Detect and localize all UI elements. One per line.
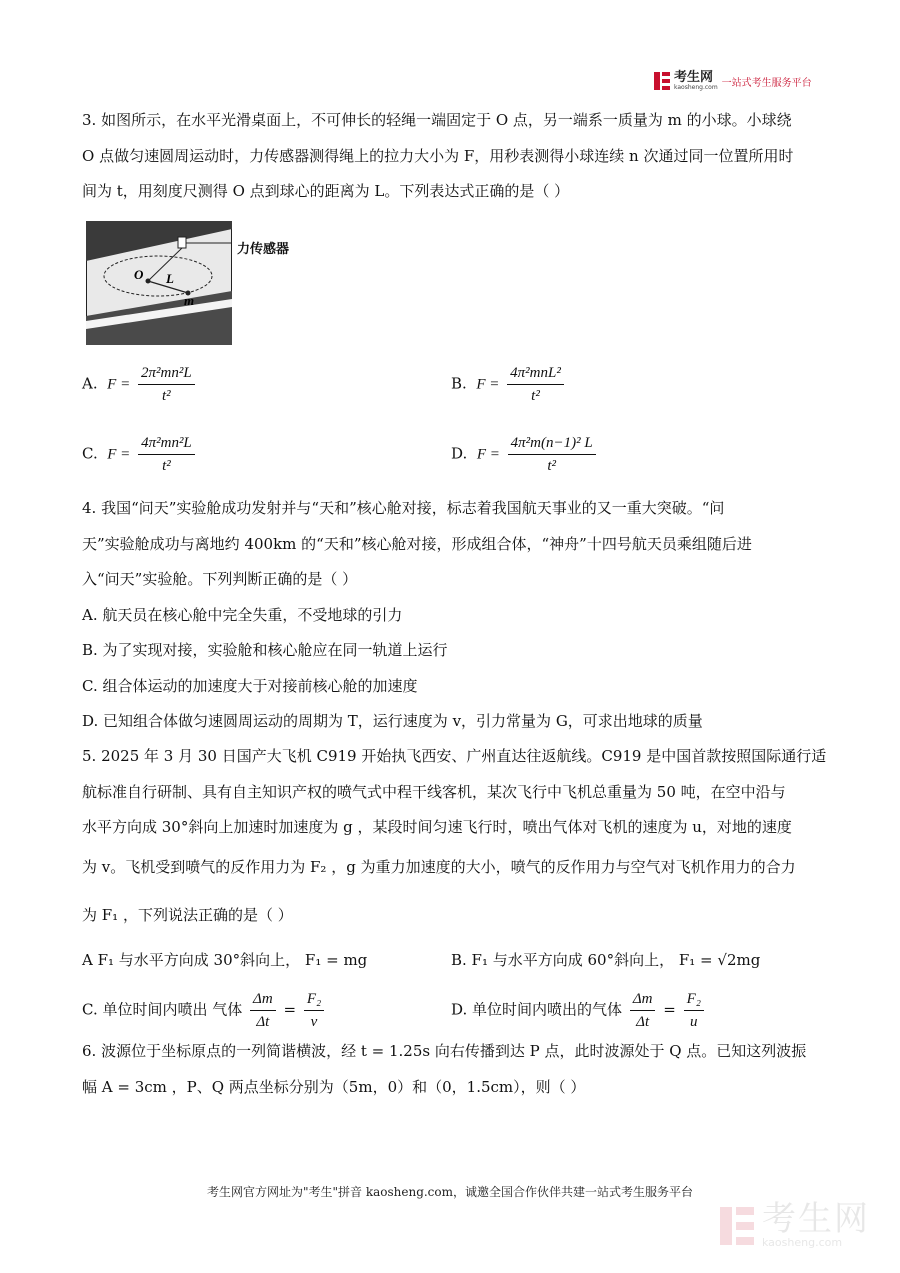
q3-option-d: D. F = $\frac{\text{4π²m(n−1)² L}}{\text{t²}}$	[451, 434, 599, 475]
q3-b-num: 4π²mnL²	[507, 364, 564, 385]
q5-option-c: C. 单位时间内喷出 气体 $\frac{\Delta m}{\Delta t}$ = $\frac{\text{F₂}}{v}$	[82, 990, 327, 1031]
page-footer: 考生网官方网址为"考生"拼音 kaosheng.com，诚邀全国合作伙伴共建一站式考生服务平台	[206, 1185, 694, 1199]
q4-line-3: 入“问天”实验舱。下列判断正确的是（ ）	[82, 570, 358, 588]
q3-sensor-box	[178, 237, 186, 248]
q3-option-c: C. F = $\frac{\text{4π²mn²L}}{\text{t²}}$	[82, 434, 198, 475]
header-logo	[654, 70, 812, 92]
q3-label-m: m	[184, 293, 195, 308]
q4-option-d: D. 已知组合体做匀速圆周运动的周期为 T，运行速度为 v，引力常量为 G，可求出地球的质量	[82, 712, 703, 730]
watermark-brand: 考生网	[762, 1199, 870, 1239]
q3-line-2: O 点做匀速圆周运动时，力传感器测得绳上的拉力大小为 F，用秒表测得小球连续 n 次通过同一位置所用时	[82, 147, 794, 165]
q3-figure	[86, 221, 232, 345]
q3-sensor-label: 力传感器	[237, 242, 290, 257]
q5-option-c-text: C. 单位时间内喷出 气体	[82, 1000, 243, 1019]
q3-c-num: 4π²mn²L	[138, 434, 195, 455]
header-slogan: 一站式考生服务平台	[721, 77, 812, 89]
q6-line-2: 幅 A = 3cm ，P、Q 两点坐标分别为（5m，0）和（0，1.5cm），则（ ）	[82, 1078, 586, 1096]
q5-line-5: 为 F₁ ，下列说法正确的是（ ）	[82, 906, 293, 924]
q5-line-4: 为 v。飞机受到喷气的反作用力为 F₂ ，g 为重力加速度的大小，喷气的反作用力与空气对飞机作用力的合力	[82, 858, 796, 876]
q3-a-num: 2π²mn²L	[138, 364, 195, 385]
q5-line-2: 航标准自行研制、具有自主知识产权的喷气式中程干线客机，某次飞行中飞机总重量为 50 吨，在空中沿与	[82, 783, 786, 801]
q4-option-c: C. 组合体运动的加速度大于对接前核心舱的加速度	[82, 677, 418, 695]
q4-option-b: B. 为了实现对接，实验舱和核心舱应在同一轨道上运行	[82, 641, 448, 659]
q4-line-1: 4. 我国“问天”实验舱成功发射并与“天和”核心舱对接，标志着我国航天事业的又一重大突破。“问	[82, 499, 725, 517]
q3-option-a: A. F = $\frac{\text{2π²mn²L}}{\text{t²}}$	[82, 364, 198, 405]
q5-line-1: 5. 2025 年 3 月 30 日国产大飞机 C919 开始执飞西安、广州直达往返航线。C919 是中国首款按照国际通行适	[82, 747, 827, 765]
watermark	[720, 1199, 870, 1249]
q5-option-b: B. F₁ 与水平方向成 60°斜向上， F₁ = √2mg	[451, 951, 761, 969]
header-domain: kaosheng.com	[674, 84, 718, 91]
q6-line-1: 6. 波源位于坐标原点的一列简谐横波，经 t = 1.25s 向右传播到达 P 点，此时波源处于 Q 点。已知这列波振	[82, 1042, 807, 1060]
q5-option-a: A F₁ 与水平方向成 30°斜向上， F₁ = mg	[82, 951, 368, 969]
q3-c-den: t²	[162, 458, 171, 474]
watermark-domain: kaosheng.com	[762, 1236, 843, 1249]
q4-line-2: 天”实验舱成功与离地约 400km 的“天和”核心舱对接，形成组合体，“神舟”十四号航天员乘组随后进	[82, 535, 752, 553]
q3-a-den: t²	[161, 388, 171, 404]
q3-option-b: B. F = $\frac{\text{4π²mnL²}}{\text{t²}}$	[451, 364, 567, 405]
q3-line-3: 间为 t，用刻度尺测得 O 点到球心的距离为 L。下列表达式正确的是（ ）	[82, 182, 570, 200]
q3-line-1: 3. 如图所示，在水平光滑桌面上，不可伸长的轻绳一端固定于 O 点，另一端系一质量为 m 的小球。小球绕	[82, 111, 792, 129]
q5-option-d: D. 单位时间内喷出的气体 $\frac{\Delta m}{\Delta t}$ = $\frac{\text{F₂}}{u}$	[451, 990, 707, 1031]
q5-option-d-text: D. 单位时间内喷出的气体	[451, 1000, 623, 1019]
q3-label-l: L	[166, 271, 174, 286]
kaosheng-logo-icon	[654, 72, 670, 90]
q3-d-den: t²	[547, 458, 556, 474]
watermark-logo-icon	[720, 1207, 754, 1245]
q3-point-o	[146, 279, 151, 284]
q3-b-den: t²	[531, 388, 540, 404]
q3-figure-svg	[86, 221, 232, 345]
q3-d-num: 4π²m(n−1)² L	[508, 434, 596, 455]
q5-line-3: 水平方向成 30°斜向上加速时加速度为 g ，某段时间匀速飞行时，喷出气体对飞机的速度为 u，对地的速度	[82, 818, 792, 836]
header-brand: 考生网	[674, 70, 714, 85]
q4-option-a: A. 航天员在核心舱中完全失重，不受地球的引力	[82, 606, 403, 624]
q3-label-o: O	[134, 267, 144, 282]
